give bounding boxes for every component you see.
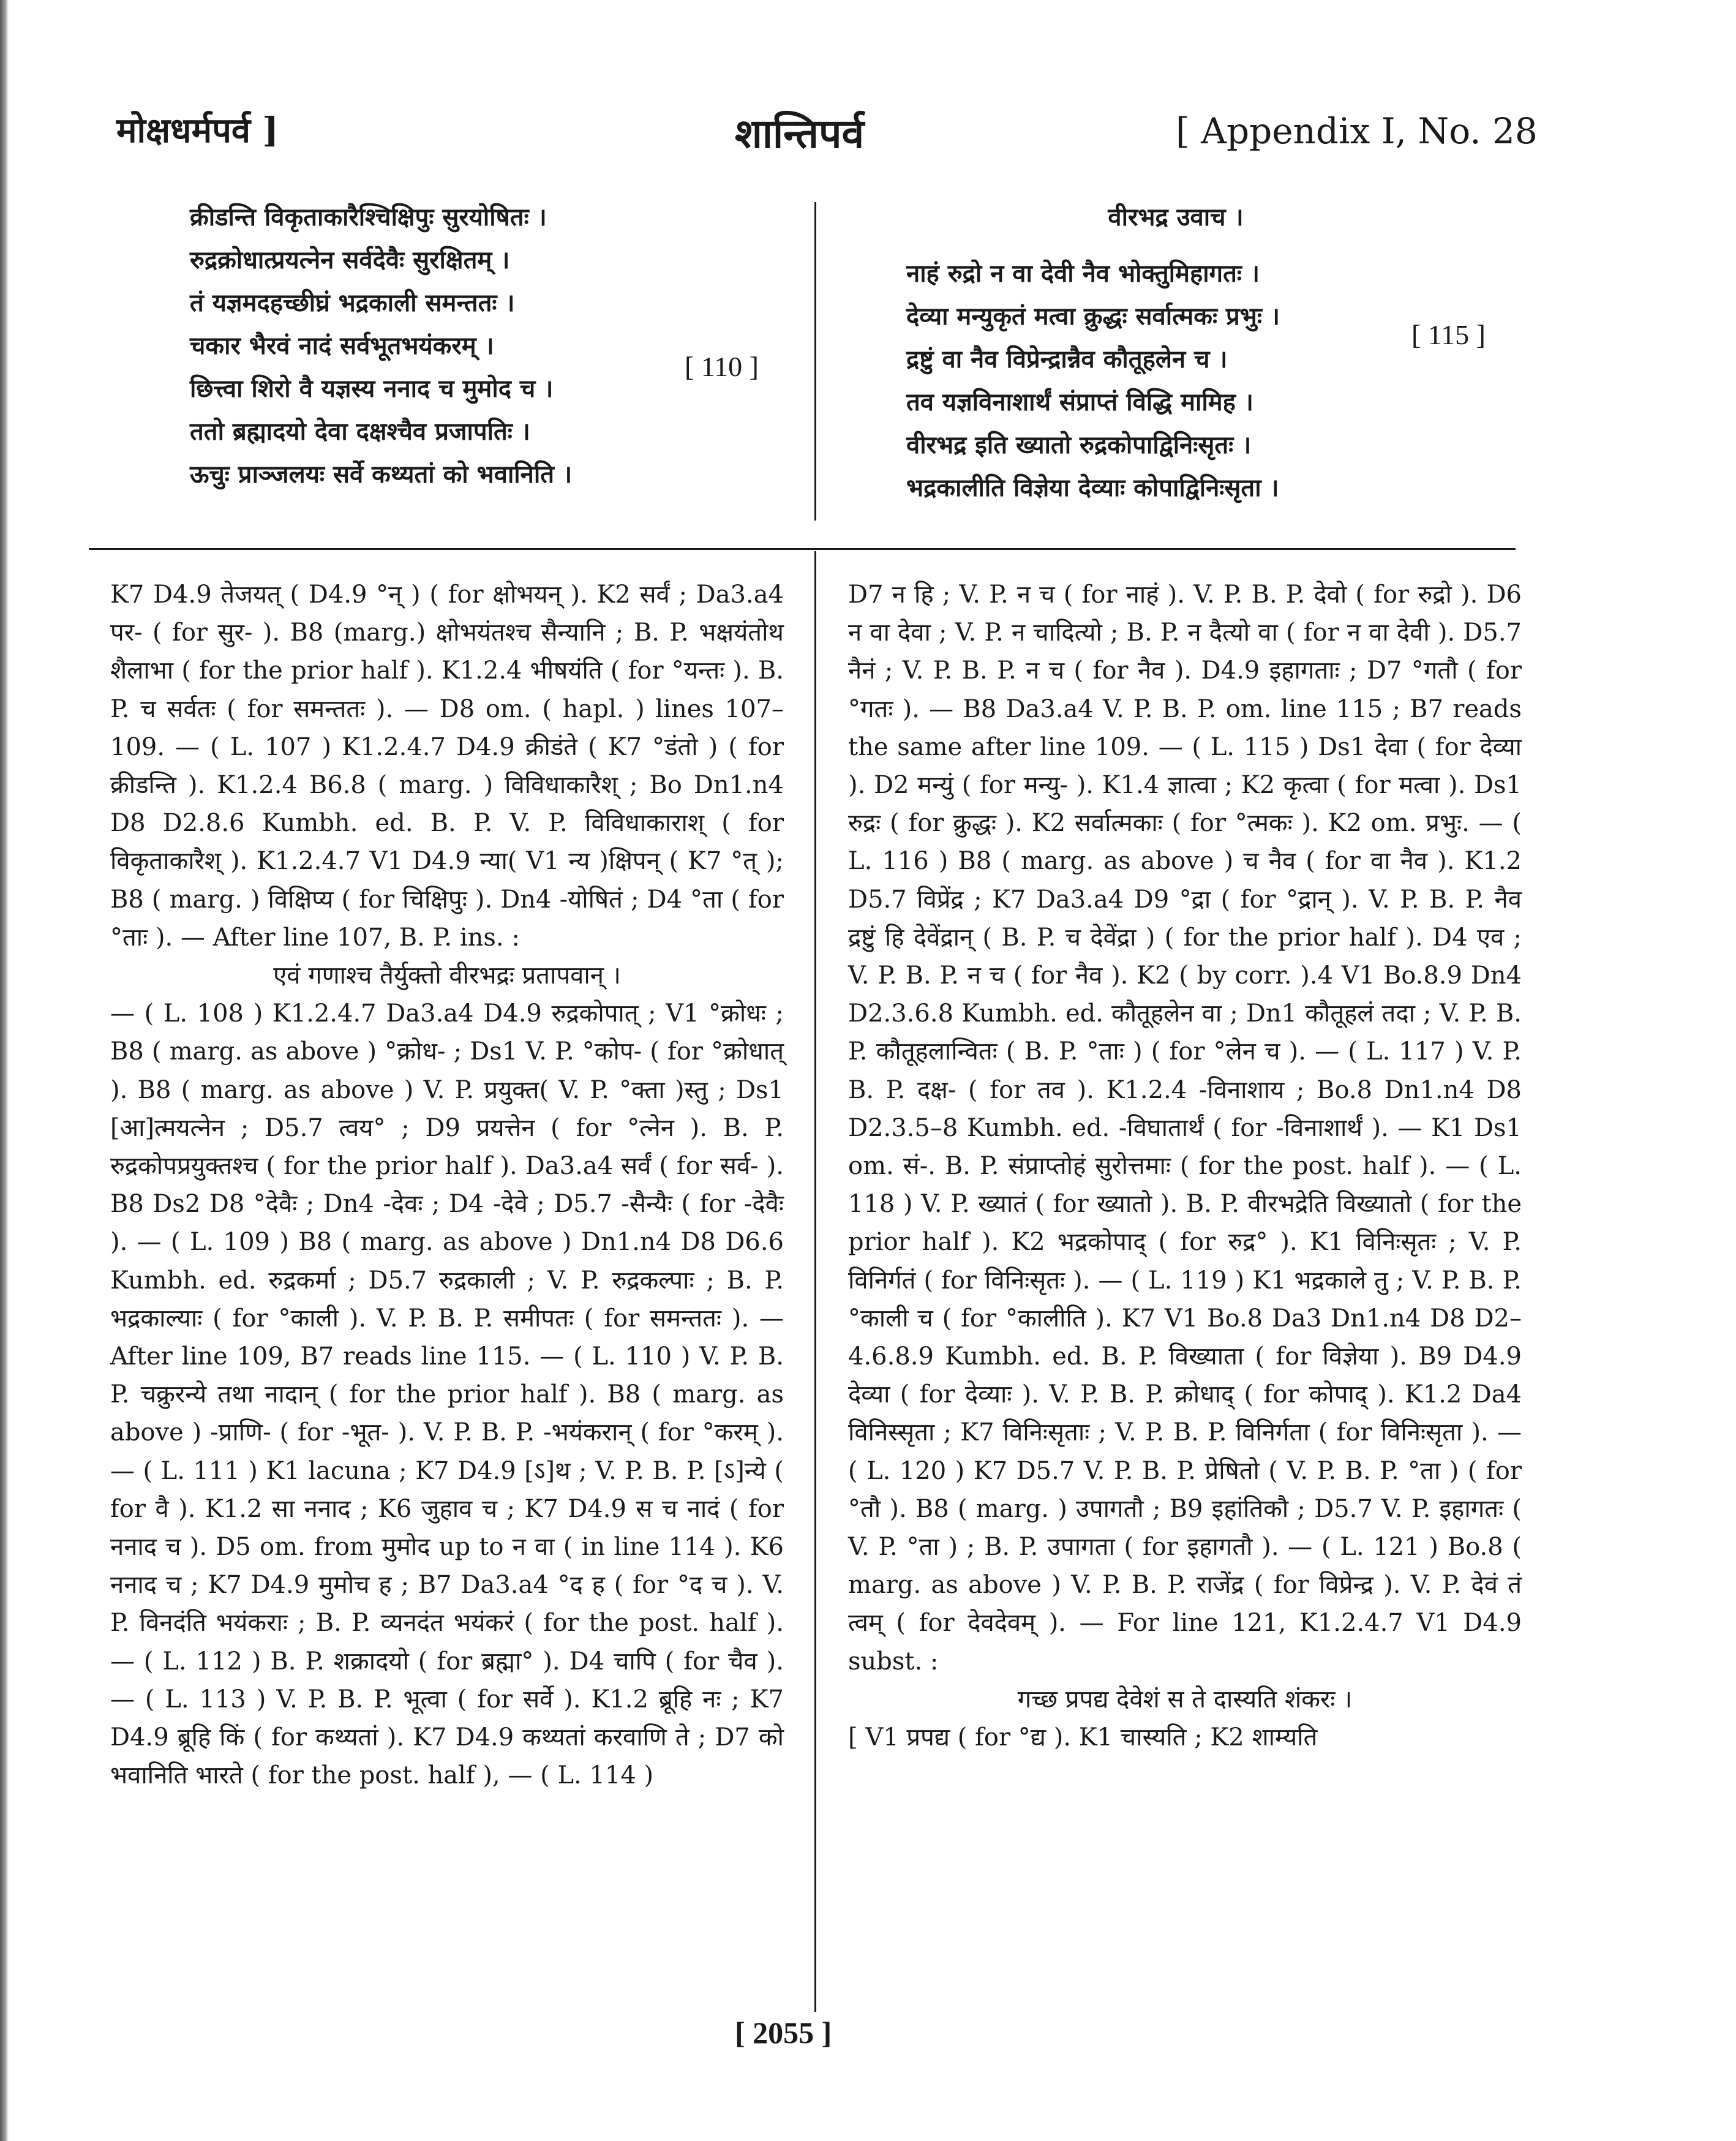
verse-line: द्रष्टुं वा नैव विप्रेन्द्रान्नैव कौतूहलेन च । <box>906 345 1228 374</box>
binding-edge <box>0 0 9 2141</box>
verse-line: तं यज्ञमदहच्छीघ्रं भद्रकाली समन्ततः । <box>190 288 515 317</box>
verse-line: देव्या मन्युकृतं मत्वा क्रुद्धः सर्वात्मकः प्रभुः । <box>906 302 1280 331</box>
verse-line: नाहं रुद्रो न वा देवी नैव भोक्तुमिहागतः । <box>906 259 1260 288</box>
critical-notes-left <box>110 576 784 1795</box>
notes-paragraph: D7 न हि ; V. P. न च ( for नाहं ). V. P. B. P. देवो ( for रुद्रो ). D6 न वा देवा ; V. P. न चादित्यो ; B. P. न दैत्यो वा ( for न वा देवी ). D5.7 नैनं ; V. P. B. P. न च ( for नैव ). D4.9 इहागताः ; D7 °गतौ ( for °गतः ). — B8 Da3.a4 V. P. B. P. om. line 115 ; B7 reads the same after line 109. — ( L. 115 ) Ds1 देवा ( for देव्या ). D2 मन्युं ( for मन्यु- ). K1.4 ज्ञात्वा ; K2 कृत्वा ( for मत्वा ). Ds1 रुद्रः ( for क्रुद्धः ). K2 सर्वात्मकाः ( for °त्मकः ). K2 om. प्रभुः. — ( L. 116 ) B8 ( marg. as above ) च नैव ( for वा नैव ). K1.2 D5.7 विप्रेंद्र ; K7 Da3.a4 D9 °द्रा ( for °द्रान् ). V. P. B. P. नैव द्रष्टुं हि देवेंद्रान् ( B. P. च देवेंद्रा ) ( for the prior half ). D4 एव ; V. P. B. P. न च ( for नैव ). K2 ( by corr. ).4 V1 Bo.8.9 Dn4 D2.3.6.8 Kumbh. ed. कौतूहलेन वा ; Dn1 कौतूहलं तदा ; V. P. B. P. कौतूहलान्वितः ( B. P. °ताः ) ( for °लेन च ). — ( L. 117 ) V. P. B. P. दक्ष- ( for तव ). K1.2.4 -विनाशाय ; Bo.8 Dn1.n4 D8 D2.3.5–8 Kumbh. ed. -विघातार्थं ( for -विनाशार्थं ). — K1 Ds1 om. सं-. B. P. संप्राप्तोहं सुरोत्तमाः ( for the post. half ). — ( L. 118 ) V. P. ख्यातं ( for ख्यातो ). B. P. वीरभद्रेति विख्यातो ( for the prior half ). K2 भद्रकोपाद् ( for रुद्र° ). K1 विनिःसृतः ; V. P. विनिर्गतं ( for विनिःसृतः ). — ( L. 119 ) K1 भद्रकाले तु ; V. P. B. P. °काली च ( for °कालीति ). K7 V1 Bo.8 Da3 Dn1.n4 D8 D2–4.6.8.9 Kumbh. ed. B. P. विख्याता ( for विज्ञेया ). B9 D4.9 देव्या ( for देव्याः ). V. P. B. P. क्रोधाद् ( for कोपाद् ). K1.2 Da4 विनिस्सृता ; K7 विनिःसृताः ; V. P. B. P. विनिर्गता ( for विनिःसृता ). — ( L. 120 ) K7 D5.7 V. P. B. P. प्रेषितो ( V. P. B. P. °ता ) ( for °तौ ). B8 ( marg. ) उपागतौ ; B9 इहांतिकौ ; D5.7 V. P. इहागतः ( V. P. °ता ) ; B. P. उपागता ( for इहागतौ ). — ( L. 121 ) Bo.8 ( marg. as above ) V. P. B. P. राजेंद्र ( for विप्रेन्द्र ). V. P. देवं तं त्वम् ( for देवदेवम् ). — For line 121, K1.2.4.7 V1 D4.9 subst. : <box>848 581 1522 1676</box>
verse-number-115: [ 115 ] <box>1411 319 1486 350</box>
verse-line: वीरभद्र इति ख्यातो रुद्रकोपाद्विनिःसृतः । <box>906 431 1252 459</box>
verse-line: भद्रकालीति विज्ञेया देव्याः कोपाद्विनिःसृता । <box>906 473 1279 502</box>
column-divider-notes <box>814 551 816 2012</box>
header-appendix-ref: [ Appendix I, No. 28 <box>1176 110 1538 152</box>
section-divider <box>89 548 1516 550</box>
notes-paragraph: — ( L. 108 ) K1.2.4.7 Da3.a4 D4.9 रुद्रकोपात् ; V1 °क्रोधः ; B8 ( marg. as above ) °क्रोध- ; Ds1 V. P. °कोप- ( for °क्रोधात् ). B8 ( marg. as above ) V. P. प्रयुक्त( V. P. °क्ता )स्तु ; Ds1 [आ]त्मयत्नेन ; D5.7 त्वय° ; D9 प्रयत्तेन ( for °त्नेन ). B. P. रुद्रकोपप्रयुक्तश्च ( for the prior half ). Da3.a4 सर्वं ( for सर्व- ). B8 Ds2 D8 °देवैः ; Dn4 -देवः ; D4 -देवे ; D5.7 -सैन्यैः ( for -देवैः ). — ( L. 109 ) B8 ( marg. as above ) Dn1.n4 D8 D6.6 Kumbh. ed. रुद्रकर्मा ; D5.7 रुद्रकाली ; V. P. रुद्रकल्पाः ; B. P. भद्रकाल्याः ( for °काली ). V. P. B. P. समीपतः ( for समन्ततः ). — After line 109, B7 reads line 115. — ( L. 110 ) V. P. B. P. चक्रुरन्ये तथा नादान् ( for the prior half ). B8 ( marg. as above ) -प्राणि- ( for -भूत- ). V. P. B. P. -भयंकरान् ( for °करम् ). — ( L. 111 ) K1 lacuna ; K7 D4.9 [ऽ]थ ; V. P. B. P. [ऽ]न्ये ( for वै ). K1.2 सा ननाद ; K6 जुहाव च ; K7 D4.9 स च नादं ( for ननाद च ). D5 om. from मुमोद up to न वा ( in line 114 ). K6 ननाद च ; K7 D4.9 मुमोच ह ; B7 Da3.a4 °द ह ( for °द च ). V. P. विनदंति भयंकराः ; B. P. व्यनदंत भयंकरं ( for the post. half ). — ( L. 112 ) B. P. शक्रादयो ( for ब्रह्मा° ). D4 चापि ( for चैव ). — ( L. 113 ) V. P. B. P. भूत्वा ( for सर्वे ). K1.2 ब्रूहि नः ; K7 D4.9 ब्रूहि किं ( for कथ्यतां ). K7 D4.9 कथ्यतां करवाणि ते ; D7 को भवानिति भारते ( for the post. half ), — ( L. 114 ) <box>110 999 784 1790</box>
verse-line: ततो ब्रह्मादयो देवा दक्षश्चैव प्रजापतिः । <box>190 417 530 446</box>
speaker-heading: वीरभद्र उवाच । <box>1108 203 1244 231</box>
column-divider-verses <box>814 202 816 521</box>
verse-block-right <box>906 196 1519 510</box>
verse-line: क्रीडन्ति विकृताकारैश्चिक्षिपुः सुरयोषितः । <box>190 203 547 231</box>
verse-block-left <box>190 196 802 496</box>
critical-notes-right <box>848 576 1522 1756</box>
notes-paragraph: [ V1 प्रपद्य ( for °द्य ). K1 चास्यति ; K2 शाम्यति <box>848 1723 1318 1752</box>
substituted-line: गच्छ प्रपद्य देवेशं स ते दास्यति शंकरः । <box>1017 1685 1353 1714</box>
header-book-title: शान्तिपर्व <box>735 110 865 157</box>
notes-paragraph: K7 D4.9 तेजयत् ( D4.9 °न् ) ( for क्षोभयन् ). K2 सर्वं ; Da3.a4 पर- ( for सुर- ). B8 (marg.) क्षोभयंतश्च सैन्यानि ; B. P. भक्षयंतोथ शैलाभा ( for the prior half ). K1.2.4 भीषयंति ( for °यन्तः ). B. P. च सर्वतः ( for समन्ततः ). — D8 om. ( hapl. ) lines 107–109. — ( L. 107 ) K1.2.4.7 D4.9 क्रीडंते ( K7 °डंतो ) ( for क्रीडन्ति ). K1.2.4 B6.8 ( marg. ) विविधाकारैश् ; Bo Dn1.n4 D8 D2.8.6 Kumbh. ed. B. P. V. P. विविधाकाराश् ( for विकृताकारैश् ). K1.2.4.7 V1 D4.9 न्या( V1 न्य )क्षिपन् ( K7 °त् ); B8 ( marg. ) विक्षिप्य ( for चिक्षिपुः ). Dn4 -योषितं ; D4 °ता ( for °ताः ). — After line 107, B. P. ins. : <box>110 581 784 952</box>
verse-line: छित्त्वा शिरो वै यज्ञस्य ननाद च मुमोद च । <box>190 374 554 403</box>
verse-line: ऊचुः प्राञ्जलयः सर्वे कथ्यतां को भवानिति । <box>190 460 573 489</box>
verse-line: चकार भैरवं नादं सर्वभूतभयंकरम् । <box>190 331 494 360</box>
verse-line: तव यज्ञविनाशार्थं संप्राप्तं विद्धि मामिह । <box>906 388 1253 416</box>
header-left-section: मोक्षधर्मपर्व ] <box>116 110 279 151</box>
verse-line: रुद्रक्रोधात्प्रयत्नेन सर्वदेवैः सुरक्षितम् । <box>190 246 510 274</box>
verse-number-110: [ 110 ] <box>685 351 759 382</box>
inserted-line: एवं गणाश्च तैर्युक्तो वीरभद्रः प्रतापवान् । <box>273 961 621 990</box>
page-number: [ 2055 ] <box>735 2015 832 2050</box>
